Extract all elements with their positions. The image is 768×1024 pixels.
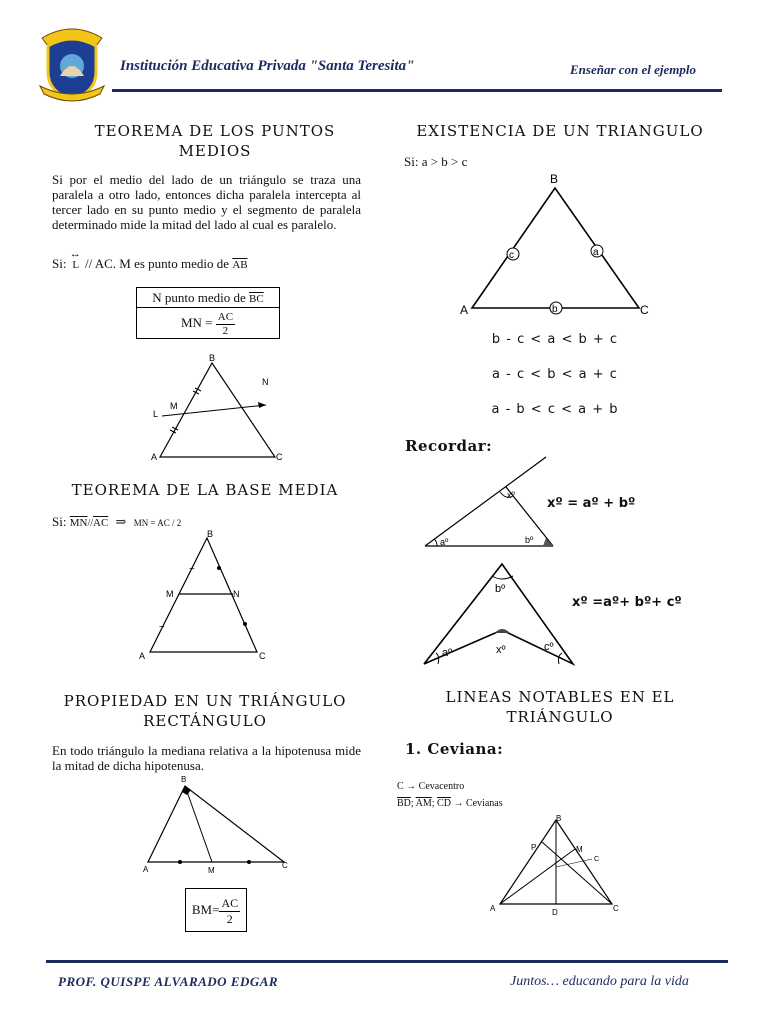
label-b: bº [495, 583, 506, 595]
right-triangle-diagram [138, 772, 298, 876]
label-b: bº [525, 535, 534, 545]
label-n: N [233, 589, 240, 599]
label-b: B [209, 353, 216, 363]
label-n: N [262, 377, 269, 387]
ceviana-heading: 1. Ceviana: [405, 740, 504, 758]
school-motto: Enseñar con el ejemplo [570, 62, 697, 77]
label-c: C [276, 452, 283, 462]
right-triangle-text: En todo triángulo la mediana relativa a la hipotenusa mide la mitad de dicha hipotenusa. [52, 743, 361, 773]
right-triangle-title: PROPIEDAD EN UN TRIÁNGULO RECTÁNGULO [63, 692, 347, 730]
label-a: A [139, 651, 146, 661]
formula-exterior-angle: xº = aº + bº [547, 496, 636, 511]
label-c: C [282, 861, 288, 870]
inequality-3: a - b < c < a + b [491, 402, 619, 417]
svg-text:~: ~ [159, 622, 165, 633]
base-midline-diagram [135, 528, 275, 664]
label-cevacentro: C [594, 856, 600, 863]
label-c: C [613, 904, 619, 913]
label-a: A [143, 865, 149, 874]
ceviana-diagram [488, 812, 628, 920]
base-midline-title: TEOREMA DE LA BASE MEDIA [71, 481, 339, 499]
remember-title: Recordar: [405, 437, 493, 455]
inequality-1: b - c < a < b + c [491, 332, 619, 347]
inequality-2: a - c < b < a + c [492, 367, 618, 382]
label-c: cº [544, 641, 554, 653]
line-l-label: L [72, 259, 80, 271]
label-b: B [550, 172, 559, 186]
base-midline-given: Si: $\overline{MN}//\overline{AC}$ ⇒ MN = AC / 2 [52, 514, 182, 529]
cevianas-line: $\overline{BD}$; $\overline{AM}$; $\overline{CD}$ → Cevianas [397, 798, 503, 809]
label-b: B [181, 775, 187, 784]
label-c: C [259, 651, 266, 661]
segment-ab: $\overline{AB}$ [232, 259, 248, 271]
footer-rule [46, 960, 728, 963]
footer-teacher: PROF. QUISPE ALVARADO EDGAR [58, 974, 279, 989]
formula-concave-angle: xº =aº+ bº+ cº [572, 595, 682, 610]
label-side-a: a [593, 247, 599, 258]
existence-diagram [455, 168, 655, 318]
existence-condition: Si: a > b > c [404, 154, 468, 169]
label-a: A [151, 452, 158, 462]
right-triangle-formula-box: BM= $\frac{AC}{2}$ [185, 888, 247, 932]
header-rule [112, 89, 722, 92]
label-a: A [460, 303, 469, 317]
midpoint-formula-box: N punto medio de $\overline{BC}$ MN = $\frac{AC}{2}$ [136, 287, 280, 339]
label-m: M [166, 589, 174, 599]
label-m: M [170, 401, 178, 411]
label-side-c: c [509, 250, 514, 261]
midpoint-given: Si: ↔ L // AC. M es punto medio de $\overline{AB}$ [52, 248, 248, 271]
cevacentro-line: C → Cevacentro [397, 781, 465, 792]
exterior-angle-diagram [420, 452, 560, 552]
label-x: xº [507, 490, 515, 500]
label-a: aº [440, 537, 449, 547]
midpoint-theorem-text: Si por el medio del lado de un triángulo se traza una paralela a otro lado, entonces dicha paralela intercepta al tercer lado en su punto medio y el segmento de paralela determinado mide la mitad del lado al cual es paralelo. [52, 172, 361, 232]
school-name: Institución Educativa Privada "Santa Teresita" [120, 58, 415, 74]
notable-lines-title: LINEAS NOTABLES EN EL TRIÁNGULO [445, 688, 675, 726]
school-logo [30, 20, 114, 104]
label-m: M [576, 845, 583, 854]
footer-slogan: Juntos… educando para la vida [510, 974, 689, 989]
label-x: xº [496, 644, 506, 656]
concave-angle-diagram [420, 558, 580, 670]
label-l: L [153, 409, 159, 419]
midpoint-theorem-title: TEOREMA DE LOS PUNTOS MEDIOS [94, 122, 336, 160]
label-b: B [556, 814, 562, 823]
label-m: M [208, 866, 215, 875]
label-a: A [490, 904, 496, 913]
triangle-existence-title: EXISTENCIA DE UN TRIANGULO [416, 122, 704, 140]
label-b: B [207, 529, 214, 539]
midpoint-diagram [140, 350, 300, 465]
label-p: P [531, 843, 537, 852]
svg-text:~: ~ [189, 564, 195, 575]
label-c: C [640, 303, 649, 317]
label-a: aº [442, 647, 453, 659]
label-d: D [552, 908, 558, 917]
label-side-b: b [552, 304, 558, 315]
